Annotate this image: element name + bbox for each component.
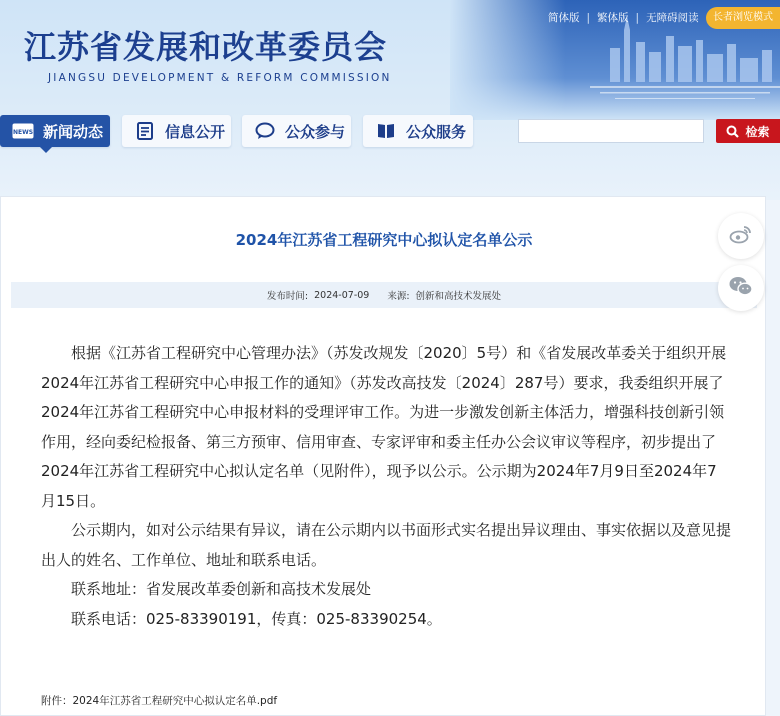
article-meta (11, 282, 757, 308)
elder-mode-button[interactable]: 长者浏览模式 (706, 7, 780, 29)
source-label: 来源: (387, 291, 410, 302)
book-icon (375, 121, 397, 141)
nav-item-public-participation[interactable] (242, 115, 351, 147)
nav-item-label: 新闻动态 (43, 122, 104, 141)
site-header (0, 0, 780, 200)
site-logo-title[interactable]: 江苏省发展和改革委员会 (24, 28, 388, 66)
attachment-label: 附件： (41, 695, 73, 707)
nav-item-news[interactable] (0, 115, 110, 147)
nav-item-label: 公众服务 (406, 122, 467, 141)
publish-time-label: 发布时间: (266, 291, 309, 302)
article-paragraph: 公示期内，如对公示结果有异议，请在公示期内以书面形式实名提出异议理由、事实依据以及意见提出人的姓名、工作单位、地址和联系电话。 (41, 521, 732, 569)
news-icon (12, 121, 34, 141)
simplified-chinese-link[interactable]: 简体版 (548, 12, 580, 24)
article-source: 创新和高技术发展处 (415, 291, 502, 302)
share-wechat-button[interactable] (718, 265, 764, 311)
search-input[interactable] (518, 119, 704, 143)
article-title: 2024年江苏省工程研究中心拟认定名单公示 (235, 231, 533, 249)
svg-text:NEWS: NEWS (12, 129, 34, 136)
divider: | (635, 11, 640, 24)
nav-item-info-disclosure[interactable] (122, 115, 231, 147)
nav-item-public-services[interactable] (363, 115, 473, 147)
traditional-chinese-link[interactable]: 繁体版 (597, 12, 629, 24)
publish-date: 2024-07-09 (314, 289, 370, 301)
search-button[interactable] (716, 119, 780, 143)
contact-phone: 联系电话：025-83390191，传真：025-83390254。 (71, 609, 442, 628)
search-icon (726, 125, 739, 138)
weibo-icon (729, 224, 753, 248)
attachment-line (41, 693, 277, 708)
contact-address: 联系地址：省发展改革委创新和高技术发展处 (71, 580, 372, 598)
share-weibo-button[interactable] (718, 213, 764, 259)
document-icon (134, 121, 156, 141)
article-body (41, 339, 731, 634)
wechat-icon (728, 275, 754, 301)
top-links (548, 10, 699, 25)
accessibility-link[interactable]: 无障碍阅读 (646, 12, 699, 24)
chat-icon (254, 121, 276, 141)
site-logo-subtitle: JIANGSU DEVELOPMENT & REFORM COMMISSION (48, 72, 392, 84)
divider: | (586, 11, 591, 24)
nav-item-label: 信息公开 (165, 122, 226, 141)
article-panel (0, 196, 766, 716)
article-paragraph: 根据《江苏省工程研究中心管理办法》（苏发改规发〔2020〕5号）和《省发展改革委关于组织开展2024年江苏省工程研究中心申报工作的通知》（苏发改高技发〔2024〕287号）要求，我委组织开展了2024年江苏省工程研究中心申报材料的受理评审工作。为进一步激发创新主体活力，增强科技创新引领作用，经向委纪检报备、第三方预审、信用审查、专家评审和委主任办公会议审议等程序，初步提出了2024年江苏省工程研究中心拟认定名单（见附件），现予以公示。公示期为2024年7月9日至2024年7月15日。 (41, 344, 727, 510)
search-button-label: 检索 (745, 124, 770, 139)
nav-item-label: 公众参与 (285, 122, 346, 141)
attachment-link[interactable]: 2024年江苏省工程研究中心拟认定名单.pdf (72, 695, 278, 707)
